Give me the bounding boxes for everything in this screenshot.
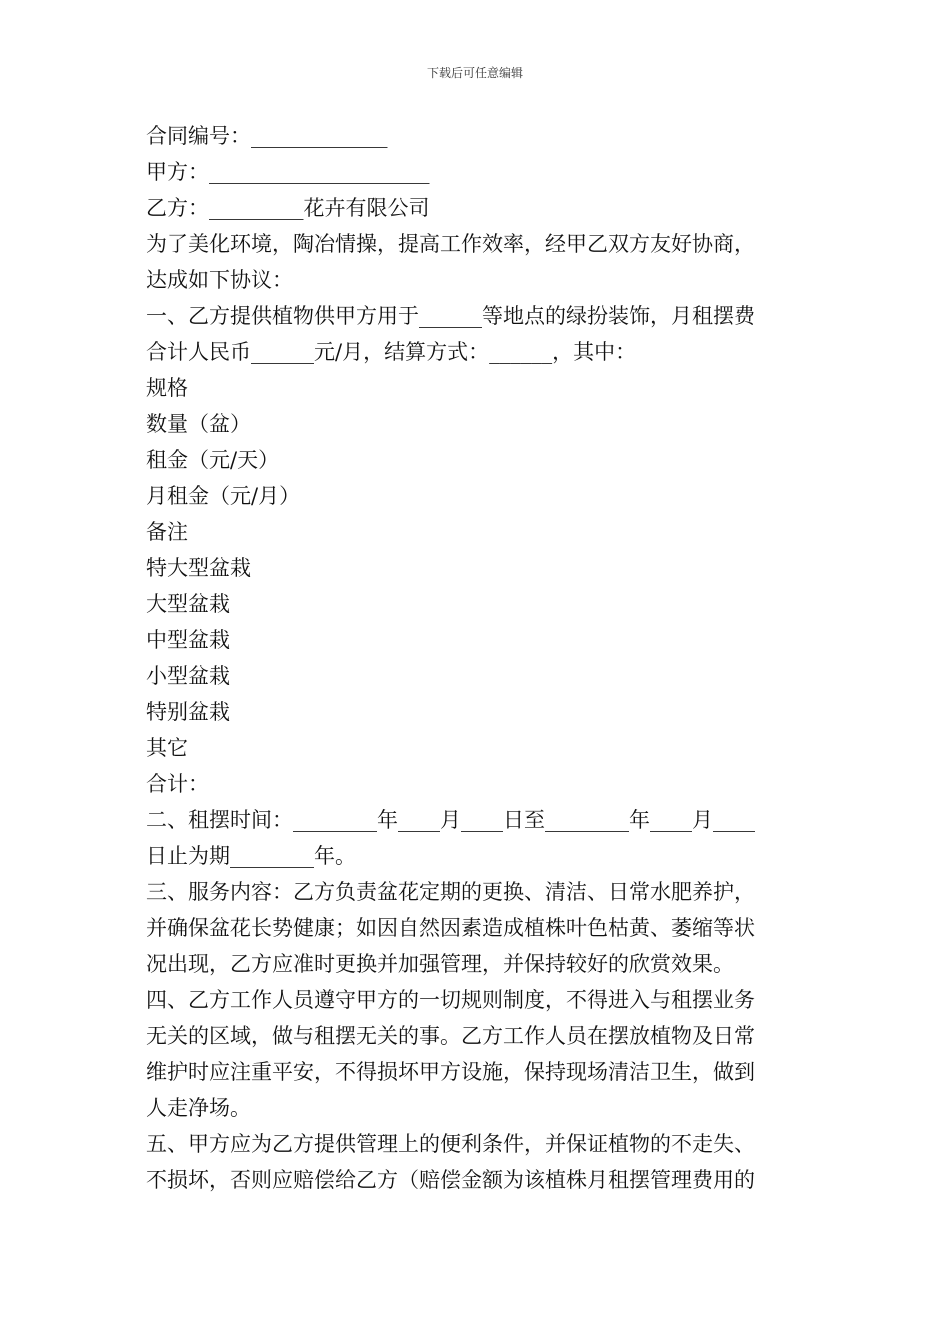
table-header-remarks: 备注: [146, 520, 188, 544]
clause-5-line-1: 五、甲方应为乙方提供管理上的便利条件，并保证植物的不走失、: [146, 1132, 755, 1156]
clause-3-line-2: 并确保盆花长势健康；如因自然因素造成植株叶色枯黄、萎缩等状: [146, 916, 755, 940]
clause-4-line-1: 四、乙方工作人员遵守甲方的一切规则制度，不得进入与租摆业务: [146, 988, 755, 1012]
party-b-line: 乙方：_________花卉有限公司: [146, 196, 430, 220]
table-row-medium: 中型盆栽: [146, 628, 230, 652]
clause-1-line-1: 一、乙方提供植物供甲方用于______等地点的绿扮装饰，月租摆费: [146, 304, 755, 328]
table-row-small: 小型盆栽: [146, 664, 230, 688]
page-header-note: 下载后可任意编辑: [426, 66, 523, 80]
clause-4-line-4: 人走净场。: [146, 1096, 251, 1120]
clause-5-line-2: 不损坏，否则应赔偿给乙方（赔偿金额为该植株月租摆管理费用的: [146, 1168, 755, 1192]
contract-body: [146, 118, 812, 1198]
preamble-line-2: 达成如下协议：: [146, 268, 293, 292]
clause-4-line-3: 维护时应注重平安，不得损坏甲方设施，保持现场清洁卫生，做到: [146, 1060, 755, 1084]
preamble-line-1: 为了美化环境，陶冶情操，提高工作效率，经甲乙双方友好协商，: [146, 232, 755, 256]
table-header-rent-per-month: 月租金（元/月）: [146, 484, 301, 508]
contract-number-line: 合同编号：_____________: [146, 124, 388, 148]
table-header-rent-per-day: 租金（元/天）: [146, 448, 280, 472]
table-row-special: 特别盆栽: [146, 700, 230, 724]
table-row-total: 合计：: [146, 772, 209, 796]
clause-2-line-1: 二、租摆时间：________年____月____日至________年____月____: [146, 808, 755, 832]
clause-3-line-1: 三、服务内容：乙方负责盆花定期的更换、清洁、日常水肥养护，: [146, 880, 755, 904]
clause-3-line-3: 况出现，乙方应准时更换并加强管理，并保持较好的欣赏效果。: [146, 952, 734, 976]
table-row-large: 大型盆栽: [146, 592, 230, 616]
clause-2-line-2: 日止为期________年。: [146, 844, 356, 868]
table-header-spec: 规格: [146, 376, 188, 400]
table-header-quantity: 数量（盆）: [146, 412, 251, 436]
clause-4-line-2: 无关的区域，做与租摆无关的事。乙方工作人员在摆放植物及日常: [146, 1024, 755, 1048]
party-a-line: 甲方：_____________________: [146, 160, 430, 184]
clause-1-line-2: 合计人民币______元/月，结算方式：______，其中：: [146, 340, 637, 364]
table-row-extra-large: 特大型盆栽: [146, 556, 251, 580]
table-row-other: 其它: [146, 736, 188, 760]
